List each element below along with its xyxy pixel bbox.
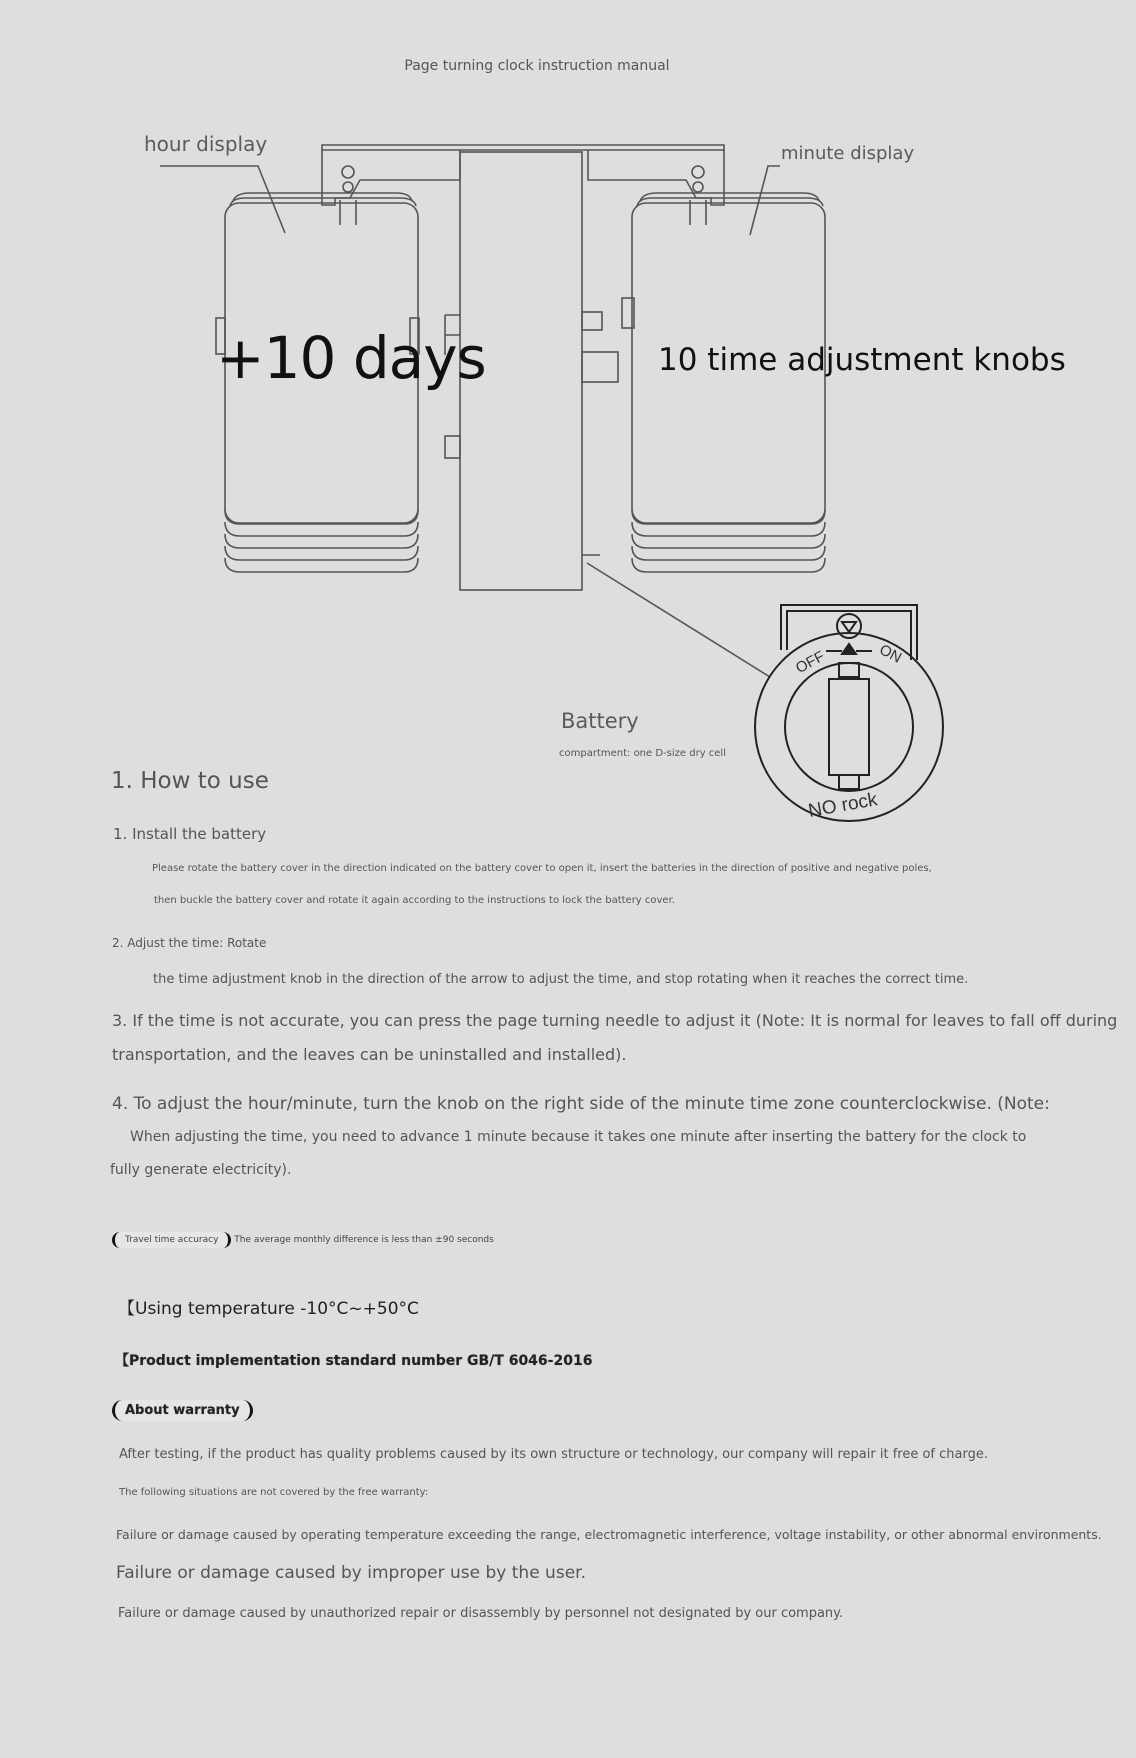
step4-line1: 4. To adjust the hour/minute, turn the knob on the right side of the minute time zone counterclockwise. (Note: [112,1094,1050,1114]
switch-on-label: ON [876,641,905,667]
warranty-line1: After testing, if the product has quality problems caused by its own structure or technology, our company will repair it free of charge. [119,1447,988,1462]
accuracy-row [112,1232,494,1248]
top-bracket [322,145,724,150]
step4-line2: When adjusting the time, you need to advance 1 minute because it takes one minute after inserting the battery for the clock to [130,1129,1027,1145]
temperature-spec: 【Using temperature -10°C~+50°C [118,1299,419,1319]
step1-line2: then buckle the battery cover and rotate it again according to the instructions to lock the battery cover. [154,895,675,906]
accuracy-tag: Travel time accuracy [112,1232,231,1248]
warranty-row [112,1400,253,1421]
battery-sub-label: compartment: one D-size dry cell [559,748,726,759]
accuracy-value: The average monthly difference is less than ±90 seconds [234,1235,494,1245]
minute-flap-stack [632,193,825,572]
switch-off-label: OFF [793,647,828,677]
step1-title: 1. Install the battery [113,825,267,843]
section-heading: 1. How to use [111,768,269,794]
warranty-line3: Failure or damage caused by operating temperature exceeding the range, electromagnetic interference, voltage instability, or other abnormal environments. [116,1527,1102,1542]
step2-line: the time adjustment knob in the direction of the arrow to adjust the time, and stop rotating when it reaches the correct time. [153,972,969,987]
clock-diagram [0,0,1136,830]
minute-display-label: minute display [781,143,915,164]
step1-line1: Please rotate the battery cover in the direction indicated on the battery cover to open it, insert the batteries in the direction of positive and negative poles, [152,863,932,874]
step3-line2: transportation, and the leaves can be uninstalled and installed). [112,1045,627,1064]
knobs-label: 10 time adjustment knobs [658,342,1066,378]
days-label: +10 days [216,324,486,392]
standard-spec: 【Product implementation standard number GB/T 6046-2016 [115,1353,593,1369]
switch-lock-label: NO rock [806,789,879,822]
step4-line3: fully generate electricity). [110,1162,292,1178]
warranty-tag: About warranty [112,1400,253,1421]
battery-label: Battery [561,709,639,733]
warranty-line5: Failure or damage caused by unauthorized repair or disassembly by personnel not designated by our company. [118,1606,844,1621]
battery-switch [755,605,943,821]
step3-line1: 3. If the time is not accurate, you can press the page turning needle to adjust it (Note: It is normal for leaves to fall off during [112,1011,1118,1030]
warranty-line2: The following situations are not covered by the free warranty: [119,1487,429,1498]
page-title: Page turning clock instruction manual [404,58,670,74]
step2-title: 2. Adjust the time: Rotate [112,936,267,950]
warranty-line4: Failure or damage caused by improper use by the user. [116,1563,586,1583]
hour-display-label: hour display [144,132,268,156]
